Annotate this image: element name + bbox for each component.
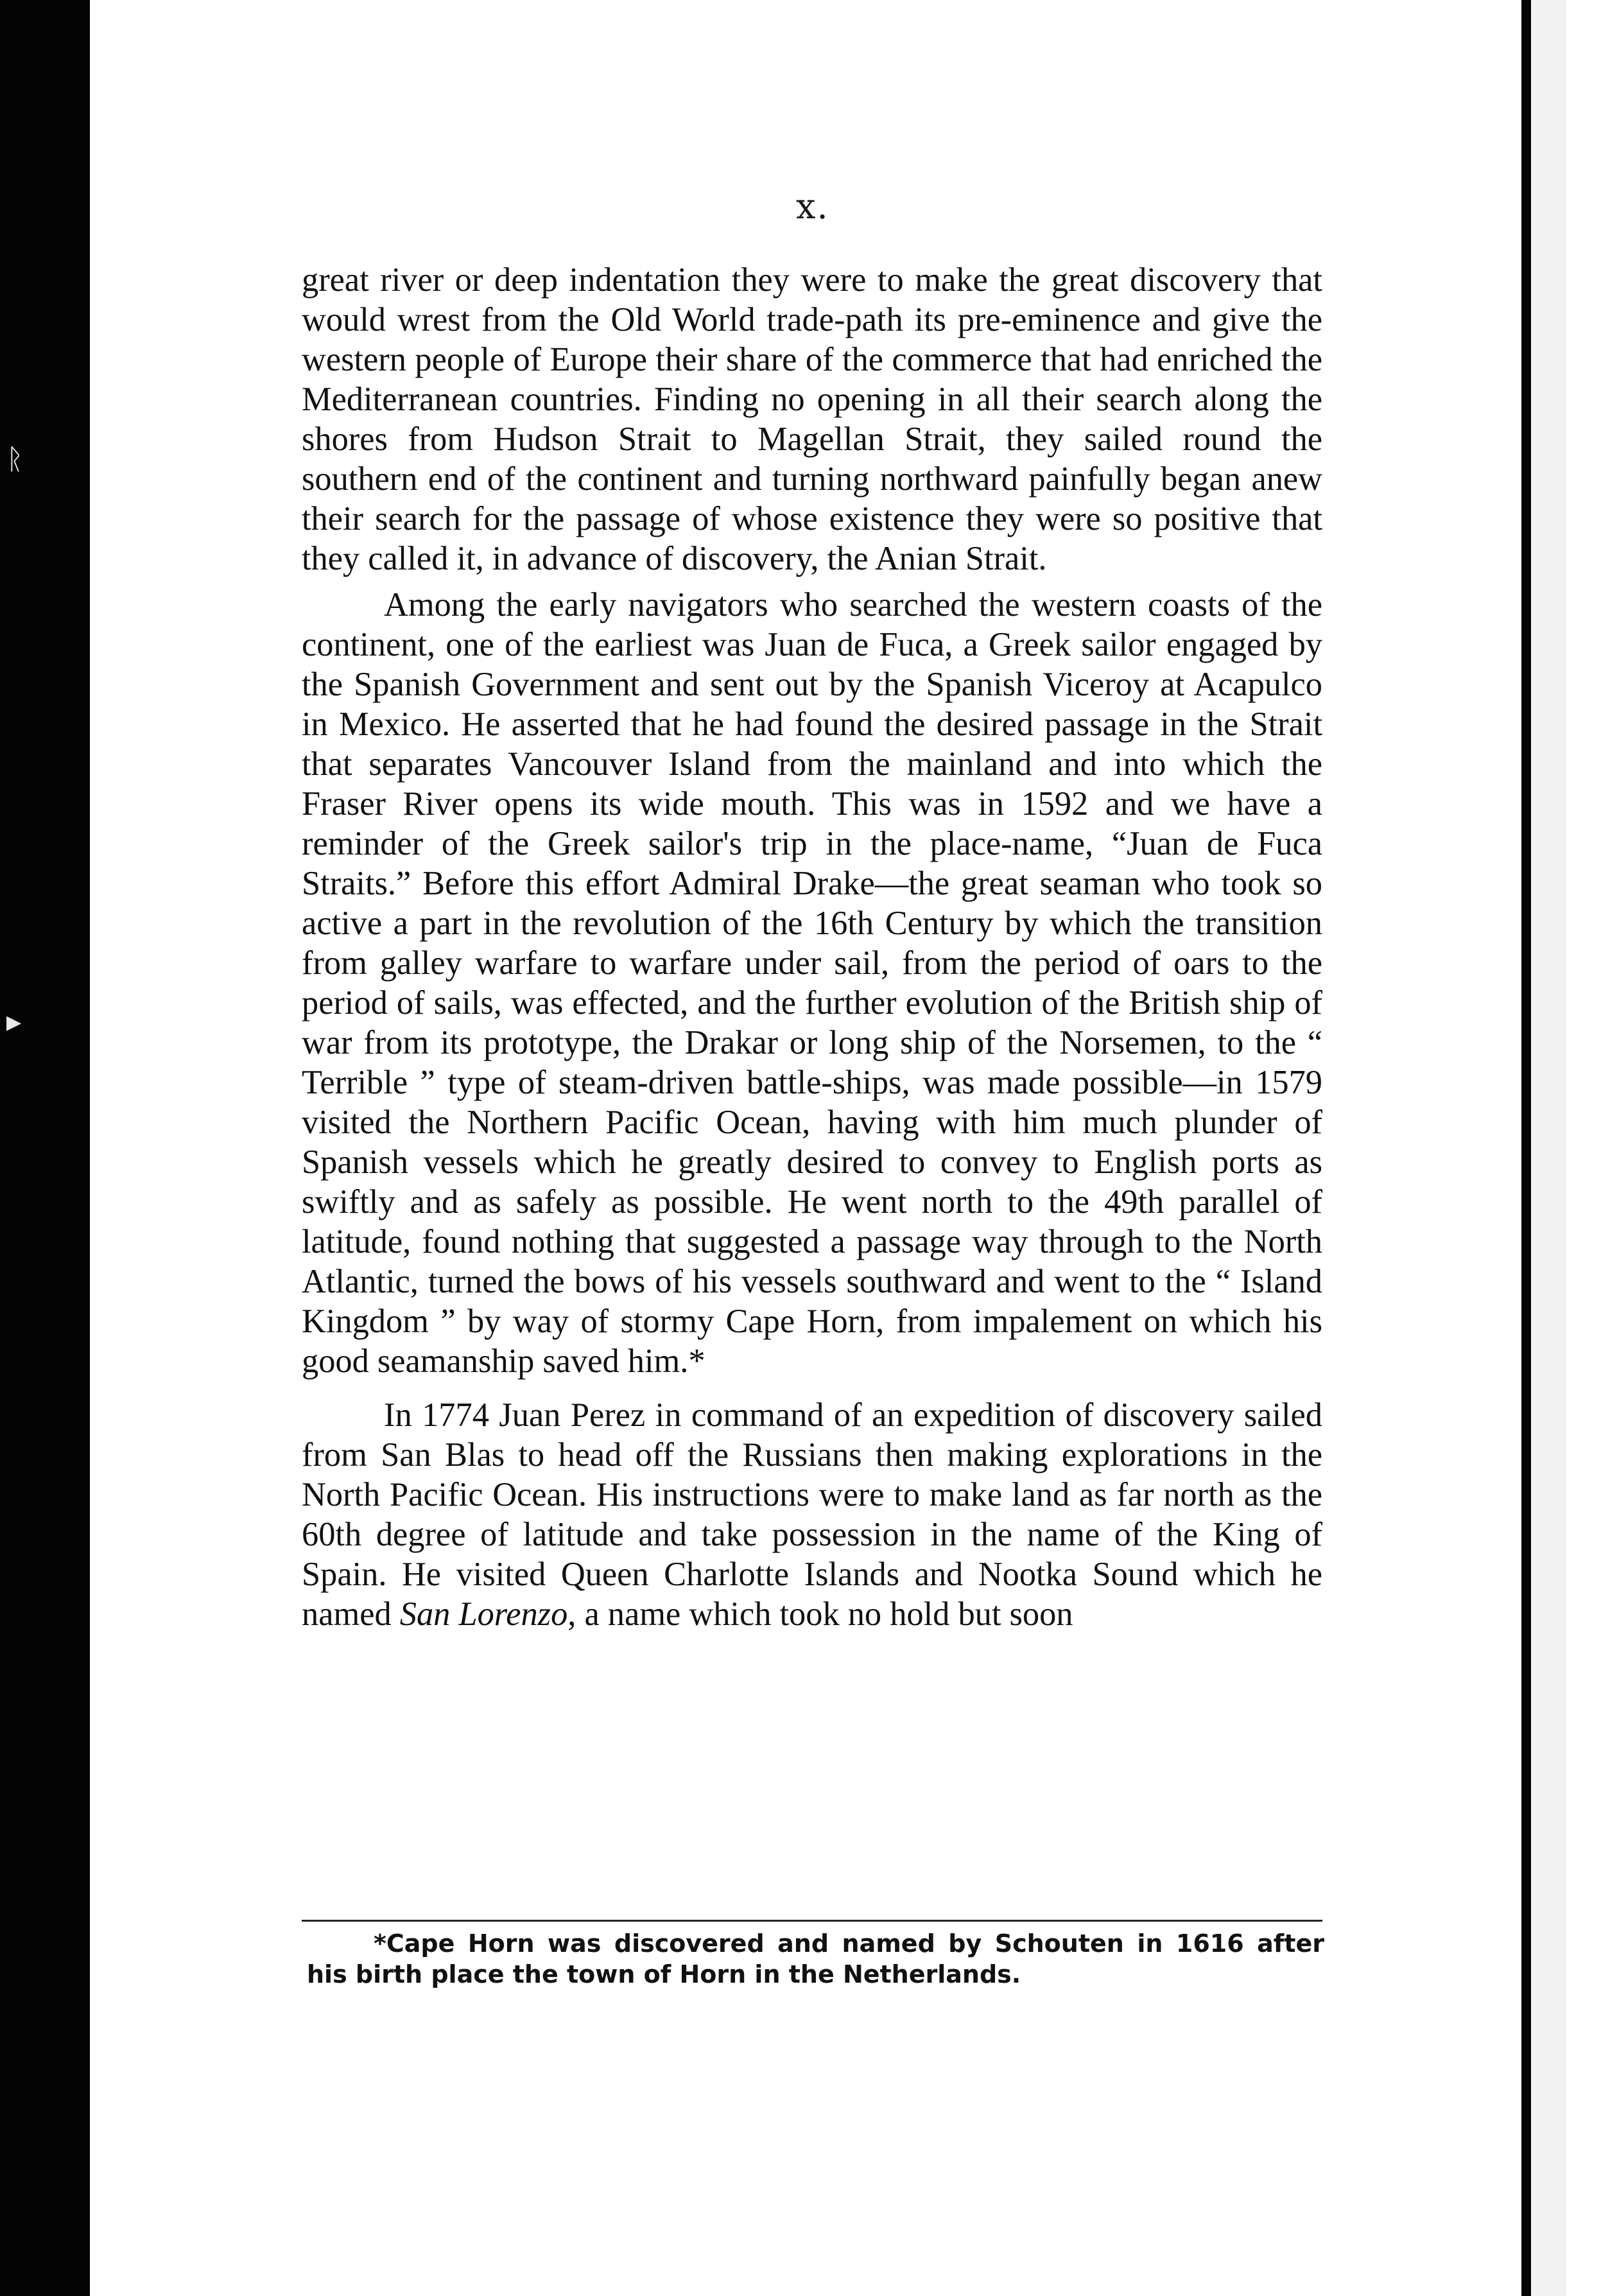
- page-number: x.: [796, 186, 829, 227]
- italic-place-name: San Lorenzo: [399, 1596, 568, 1633]
- paragraph-text: , a name which took no hold but soon: [567, 1596, 1073, 1633]
- paragraph: Among the early navigators who searched the western coasts of the continent, one of the earliest was Juan de Fuca, a Greek sailor engaged by the Spanish Government and sent out by the Spanish Viceroy at Acapulco in Mexico. He asserted that he had found the desired passage in the Strait that separates Vancouver Island from the mainland and into which the Fraser River opens its wide mouth. This was in 1592 and we have a reminder of the Greek sailor's trip in the place-name, “Juan de Fuca Straits.” Before this effort Admiral Drake—the great seaman who took so active a part in the revolution of the 16th Century by which the transition from galley warfare to warfare under sail, from the period of oars to the period of sails, was effected, and the further evolution of the British ship of war from its prototype, the Drakar or long ship of the Norsemen, to the “ Terrible ” type of steam-driven battle-ships, was made possible—in 1579 visited the Northern Pacific Ocean, having with him much plunder of Spanish vessels which he greatly desired to convey to English ports as swiftly and as safely as possible. He went north to the 49th parallel of latitude, found nothing that suggested a passage way through to the North Atlantic, turned the bows of his vessels southward and went to the “ Island Kingdom ” by way of stormy Cape Horn, from impalement on which his good seamanship saved him.*: [302, 586, 1322, 1380]
- margin-mark: ▶: [6, 1011, 22, 1034]
- body-text: [302, 260, 1322, 1634]
- paragraph-text: In 1774 Juan Perez in command of an expedition of discovery sailed from San Blas to head off the Russians then making explorations in the North Pacific Ocean. His instructions were to make land as far north as the 60th degree of latitude and take possession in the name of the King of Spain. He visited Queen Charlotte Islands and Nootka Sound which he named: [302, 1396, 1322, 1633]
- paragraph: [302, 1395, 1322, 1634]
- footnote-rule: [302, 1920, 1322, 1922]
- margin-mark: ᚱ: [6, 443, 24, 476]
- facing-page-edge: [1525, 0, 1610, 2296]
- paragraph: great river or deep indentation they were to make the great discovery that would wrest from the Old World trade-path its pre-eminence and give the western people of Europe their share of the commerce that had enriched the Mediterranean countries. Finding no opening in all their search along the shores from Hudson Strait to Magellan Strait, they sailed round the southern end of the continent and turning northward painfully began anew their search for the passage of whose existence they were so positive that they called it, in advance of discovery, the Anian Strait.: [302, 261, 1322, 577]
- footnote: *Cape Horn was discovered and named by Schouten in 1616 after his birth place the town of Horn in the Netherlands.: [307, 1929, 1324, 1988]
